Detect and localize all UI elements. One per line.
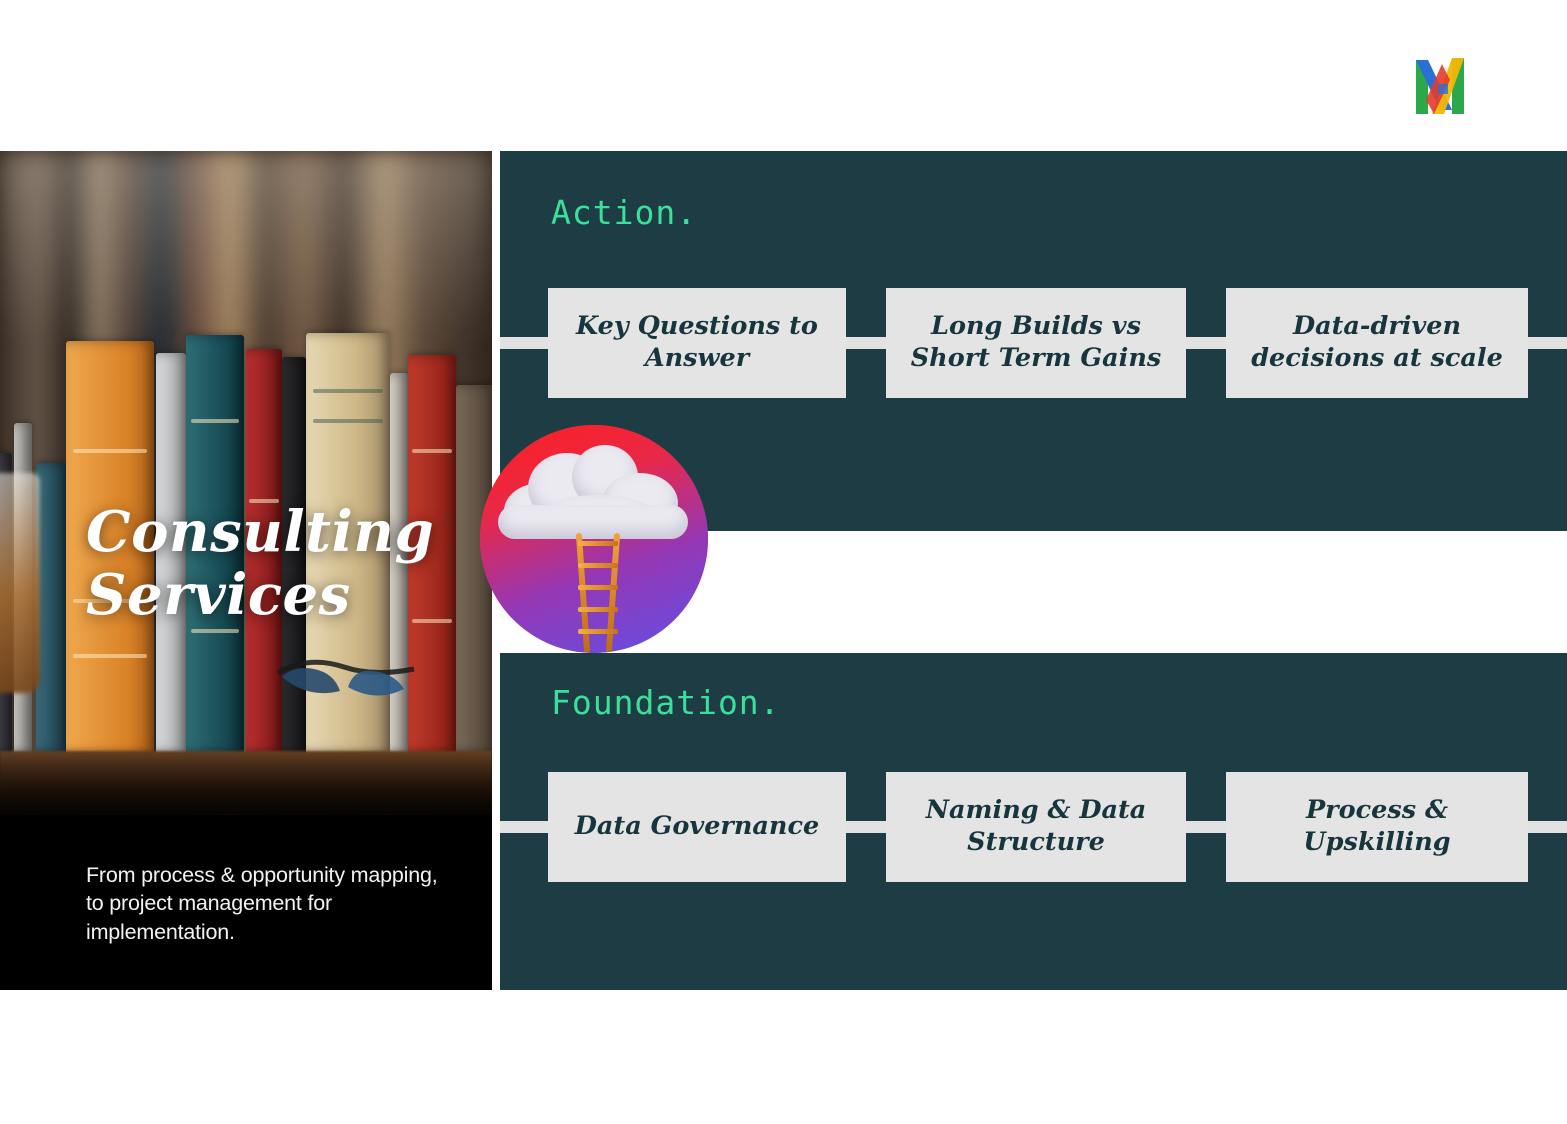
eyeglasses [272, 647, 420, 709]
pill-foundation-1[interactable] [548, 772, 846, 882]
connector-line [1182, 337, 1230, 349]
connector-line [1524, 337, 1567, 349]
connector-line [500, 821, 552, 833]
ladder-rung [578, 541, 618, 546]
section-heading-action: Action. [551, 193, 698, 232]
connector-line [500, 337, 552, 349]
cloud-icon [498, 443, 690, 539]
brand-logo-m-icon [1408, 50, 1472, 120]
pill-label: Key Questions to Answer [576, 311, 818, 373]
pill-action-1[interactable] [548, 288, 846, 398]
ladder-rail [576, 533, 590, 653]
photo-bottom-fade [0, 745, 492, 815]
book-band [313, 419, 384, 423]
book-band [73, 449, 147, 453]
book-band [313, 389, 384, 393]
pill-label: Naming & Data Structure [925, 795, 1147, 857]
ladder-rung [578, 629, 618, 634]
pill-action-3[interactable] [1226, 288, 1528, 398]
pill-label: Long Builds vs Short Term Gains [910, 311, 1162, 373]
page-title: Consulting Services [86, 499, 435, 628]
glass-of-tea [0, 473, 40, 693]
ladder-rung [578, 585, 618, 590]
bookshelf-photo [0, 151, 492, 815]
book-band [412, 449, 452, 453]
connector-line [842, 821, 890, 833]
pill-label: Data-driven decisions at scale [1251, 311, 1503, 373]
book [36, 463, 66, 753]
ladder-icon [576, 533, 622, 653]
book-band [191, 419, 240, 423]
connector-line [842, 337, 890, 349]
connector-line [1182, 821, 1230, 833]
ladder-rung [578, 607, 618, 612]
action-pill-row [500, 288, 1567, 398]
ladder-rung [578, 563, 618, 568]
ladder-rail [606, 533, 620, 653]
section-heading-foundation: Foundation. [551, 683, 781, 722]
pill-foundation-2[interactable] [886, 772, 1186, 882]
pill-label: Data Governance [574, 811, 820, 842]
pill-label: Process & Upskilling [1303, 795, 1451, 857]
book-band [73, 654, 147, 658]
pill-foundation-3[interactable] [1226, 772, 1528, 882]
cloud-ladder-badge [480, 425, 708, 653]
connector-line [1524, 821, 1567, 833]
foundation-pill-row [500, 772, 1567, 882]
card-subtitle: From process & opportunity mapping, to project management for implementation. [86, 863, 438, 944]
book-band [191, 629, 240, 633]
pill-action-2[interactable] [886, 288, 1186, 398]
